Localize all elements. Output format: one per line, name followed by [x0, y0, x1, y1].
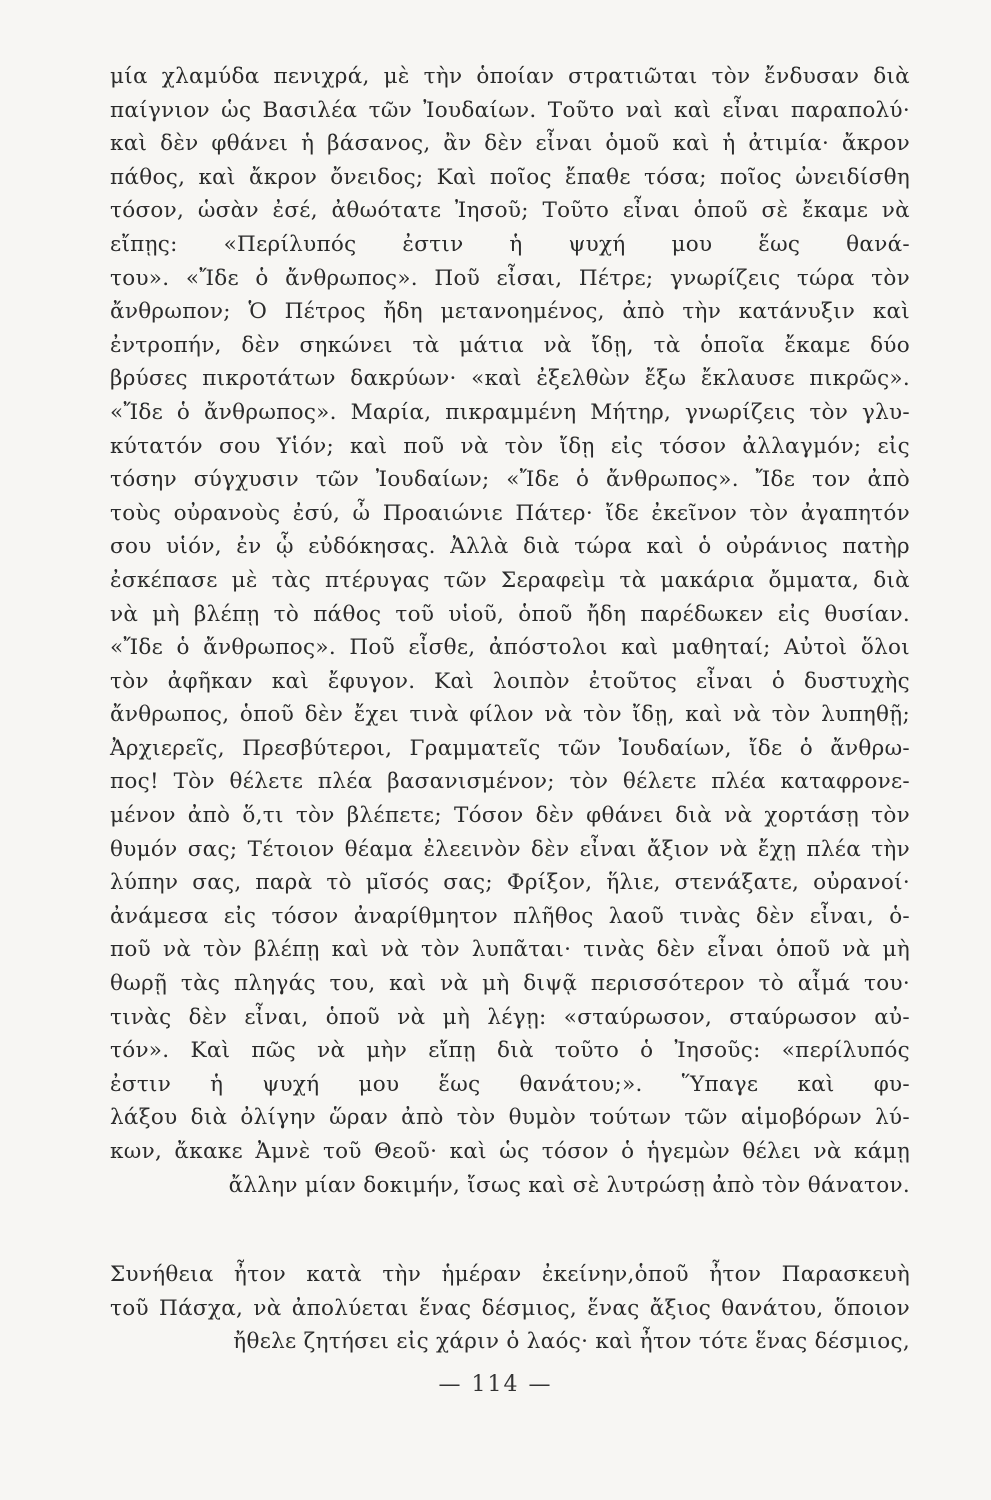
text-line: τοὺς οὐρανοὺς ἐσύ, ὦ Προαιώνιε Πάτερ· ἴδε ἐκεῖνον τὸν ἀγαπητόν — [110, 500, 910, 526]
text-line: «Ἴδε ὁ ἄνθρωπος». Ποῦ εἶσθε, ἀπόστολοι καὶ μαθηταί; Αὐτοὶ ὅλοι — [110, 635, 910, 661]
page-number: — 114 — — [438, 1372, 553, 1397]
text-line: μία χλαμύδα πενιχρά, μὲ τὴν ὁποίαν στρατιῶται τὸν ἔνδυσαν διὰ — [110, 64, 910, 89]
text-line: ποῦ νὰ τὸν βλέπῃ καὶ νὰ τὸν λυπᾶται· τινὰς δὲν εἶναι ὁποῦ νὰ μὴ — [110, 937, 910, 963]
text-line: καὶ δὲν φθάνει ἡ βάσανος, ἂν δὲν εἶναι ὁμοῦ καὶ ἡ ἀτιμία· ἄκρον — [110, 131, 910, 157]
text-line: τόσον, ὡσὰν ἐσέ, ἀθωότατε Ἰησοῦ; Τοῦτο εἶναι ὁποῦ σὲ ἔκαμε νὰ — [110, 198, 910, 224]
text-line: εἴπῃς: «Περίλυπός ἐστιν ἡ ψυχή μου ἕως θανά- — [110, 231, 910, 257]
text-line: Ἀρχιερεῖς, Πρεσβύτεροι, Γραμματεῖς τῶν Ἰουδαίων, ἴδε ὁ ἄνθρω- — [110, 735, 910, 761]
text-line: ἐστιν ἡ ψυχή μου ἕως θανάτου;». Ὕπαγε καὶ φυ- — [110, 1071, 910, 1097]
text-line: ἐντροπήν, δὲν σηκώνει τὰ μάτια νὰ ἴδῃ, τὰ ὁποῖα ἔκαμε δύο — [110, 332, 910, 358]
text-line: ἐσκέπασε μὲ τὰς πτέρυγας τῶν Σεραφεὶμ τὰ μακάρια ὄμματα, διὰ — [110, 567, 910, 593]
text-line: κων, ἄκακε Ἀμνὲ τοῦ Θεοῦ· καὶ ὡς τόσον ὁ ἡγεμὼν θέλει νὰ κάμῃ — [110, 1139, 910, 1164]
text-line: ἀνάμεσα εἰς τόσον ἀναρίθμητον πλῆθος λαοῦ τινὰς δὲν εἶναι, ὁ- — [110, 903, 910, 929]
text-line: νὰ μὴ βλέπῃ τὸ πάθος τοῦ υἱοῦ, ὁποῦ ἤδη παρέδωκεν εἰς θυσίαν. — [110, 601, 910, 627]
text-line: κύτατόν σου Υἱόν; καὶ ποῦ νὰ τὸν ἴδῃ εἰς τόσον ἀλλαγμόν; εἰς — [110, 433, 910, 459]
text-line: τόσην σύγχυσιν τῶν Ἰουδαίων; «Ἴδε ὁ ἄνθρωπος». Ἴδε τον ἀπὸ — [110, 467, 910, 493]
paragraph-1 — [110, 60, 910, 1202]
paragraph-2 — [110, 1258, 910, 1359]
text-line: του». «Ἴδε ὁ ἄνθρωπος». Ποῦ εἶσαι, Πέτρε; γνωρίζεις τώρα τὸν — [110, 265, 910, 291]
text-line: θυμόν σας; Τέτοιον θέαμα ἐλεεινὸν δὲν εἶναι ἄξιον νὰ ἔχῃ πλέα τὴν — [110, 836, 910, 862]
text-line: θωρῇ τὰς πληγάς του, καὶ νὰ μὴ διψᾷ περισσότερον τὸ αἷμά του· — [110, 971, 910, 997]
text-line: σου υἱόν, ἐν ᾧ εὐδόκησας. Ἀλλὰ διὰ τώρα καὶ ὁ οὐράνιος πατὴρ — [110, 534, 910, 560]
text-line: ἤθελε ζητήσει εἰς χάριν ὁ λαός· καὶ ἦτον τότε ἕνας δέσμιος, — [233, 1329, 910, 1355]
text-line: μένον ἀπὸ ὅ,τι τὸν βλέπετε; Τόσον δὲν φθάνει διὰ νὰ χορτάσῃ τὸν — [110, 803, 910, 829]
text-line: πάθος, καὶ ἄκρον ὄνειδος; Καὶ ποῖος ἔπαθε τόσα; ποῖος ὠνειδίσθη — [110, 164, 910, 190]
text-line: Συνήθεια ἦτον κατὰ τὴν ἡμέραν ἐκείνην,ὁποῦ ἦτον Παρασκευὴ — [110, 1262, 910, 1287]
text-line: πος! Τὸν θέλετε πλέα βασανισμένον; τὸν θέλετε πλέα καταφρονε- — [110, 769, 910, 795]
text-line: τὸν ἀφῆκαν καὶ ἔφυγον. Καὶ λοιπὸν ἐτοῦτος εἶναι ὁ δυστυχὴς — [110, 668, 910, 694]
text-line: ἄνθρωπος, ὁποῦ δὲν ἔχει τινὰ φίλον νὰ τὸν ἴδῃ, καὶ νὰ τὸν λυπηθῇ; — [110, 702, 910, 728]
text-line: λύπην σας, παρὰ τὸ μῖσός σας; Φρίξον, ἥλιε, στενάξατε, οὐρανοί· — [110, 870, 910, 896]
text-line: τοῦ Πάσχα, νὰ ἀπολύεται ἕνας δέσμιος, ἕνας ἄξιος θανάτου, ὅποιον — [110, 1295, 910, 1321]
text-line: τόν». Καὶ πῶς νὰ μὴν εἴπῃ διὰ τοῦτο ὁ Ἰησοῦς: «περίλυπός — [110, 1038, 910, 1064]
text-line: ἄνθρωπον; Ὁ Πέτρος ἤδη μετανοημένος, ἀπὸ τὴν κατάνυξιν καὶ — [110, 299, 910, 325]
text-line: βρύσες πικροτάτων δακρύων· «καὶ ἐξελθὼν ἔξω ἔκλαυσε πικρῶς». — [110, 366, 910, 392]
text-line: παίγνιον ὡς Βασιλέα τῶν Ἰουδαίων. Τοῦτο ναὶ καὶ εἶναι παραπολύ· — [110, 97, 910, 123]
text-line: «Ἴδε ὁ ἄνθρωπος». Μαρία, πικραμμένη Μήτηρ, γνωρίζεις τὸν γλυ- — [110, 399, 910, 425]
text-line: ἄλλην μίαν δοκιμήν, ἴσως καὶ σὲ λυτρώσῃ ἀπὸ τὸν θάνατον. — [228, 1172, 910, 1198]
text-line: τινὰς δὲν εἶναι, ὁποῦ νὰ μὴ λέγῃ: «σταύρωσον, σταύρωσον αὐ- — [110, 1004, 910, 1030]
text-line: λάξου διὰ ὀλίγην ὥραν ἀπὸ τὸν θυμὸν τούτων τῶν αἱμοβόρων λύ- — [110, 1105, 910, 1131]
